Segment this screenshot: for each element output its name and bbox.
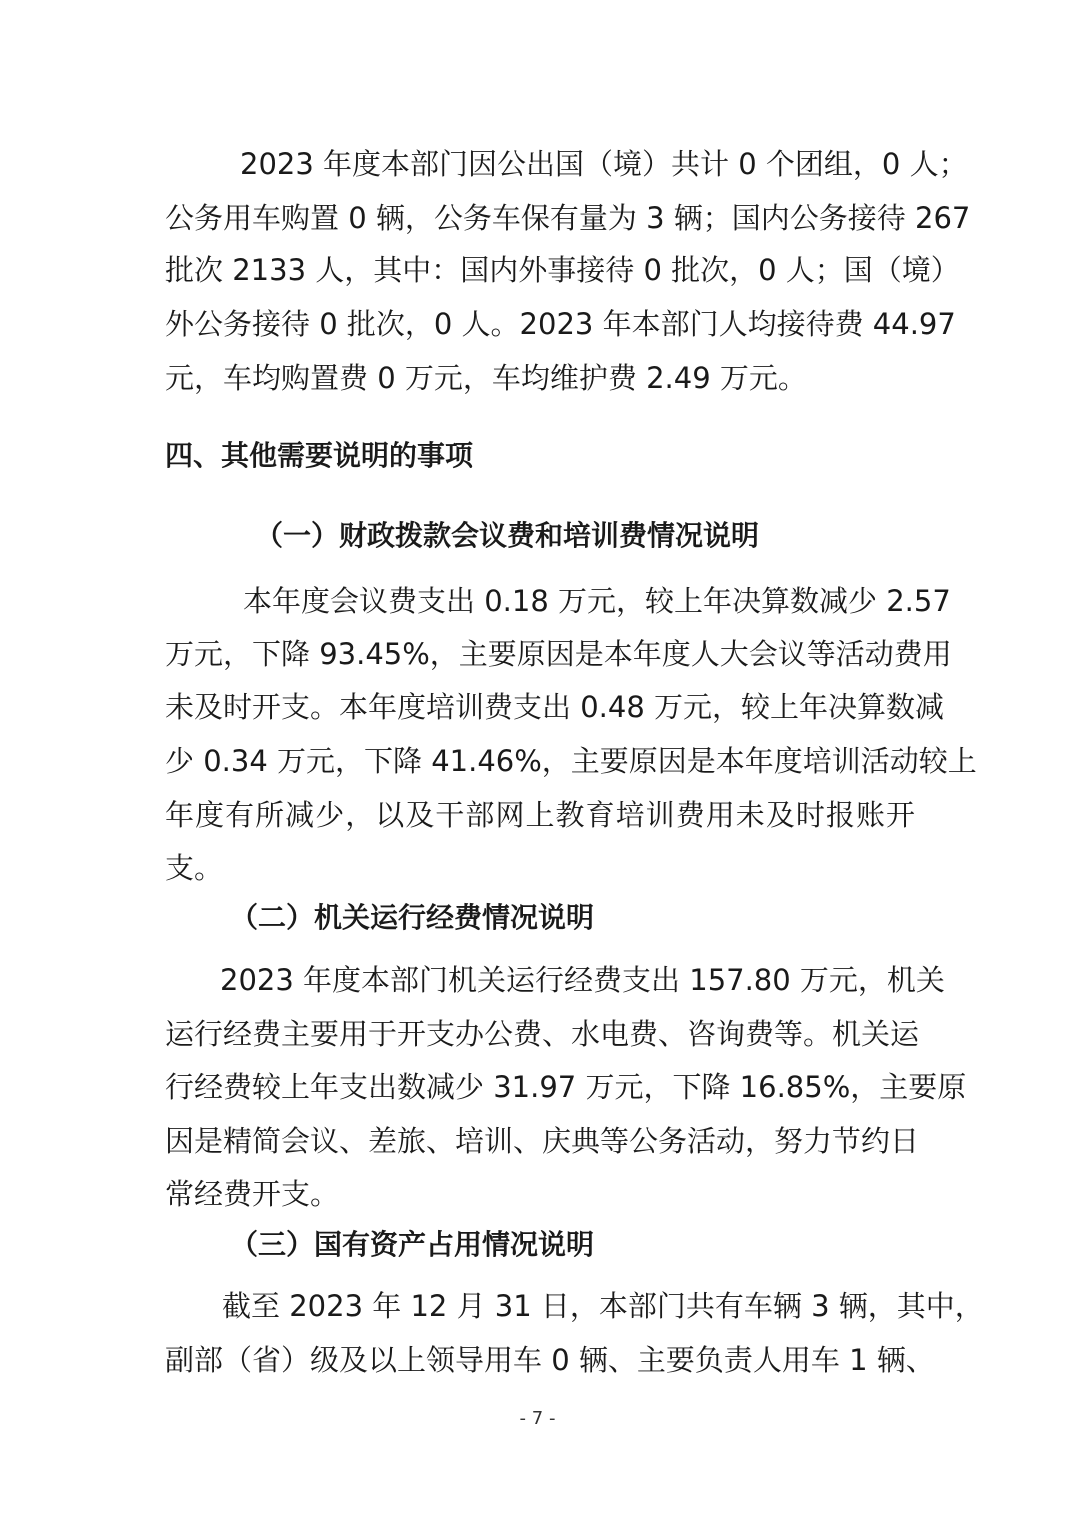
paragraph-4-line-1: 截至 2023 年 12 月 31 日，本部门共有车辆 3 辆，其中， <box>222 1289 984 1323</box>
paragraph-3-line-3: 行经费较上年支出数减少 31.97 万元，下降 16.85%，主要原 <box>165 1070 967 1104</box>
paragraph-3-line-2: 运行经费主要用于开支办公费、水电费、咨询费等。机关运 <box>165 1017 920 1051</box>
subsection-1-heading: （一）财政拨款会议费和培训费情况说明 <box>255 519 760 552</box>
paragraph-4-line-2: 副部（省）级及以上领导用车 0 辆、主要负责人用车 1 辆、 <box>165 1343 935 1377</box>
paragraph-1-line-3: 批次 2133 人，其中：国内外事接待 0 批次，0 人；国（境） <box>165 253 960 287</box>
paragraph-1-line-4: 外公务接待 0 批次，0 人。2023 年本部门人均接待费 44.97 <box>165 307 956 341</box>
section-4-heading: 四、其他需要说明的事项 <box>165 439 474 472</box>
paragraph-2-line-6: 支。 <box>165 851 224 885</box>
paragraph-3-line-1: 2023 年度本部门机关运行经费支出 157.80 万元，机关 <box>220 963 945 997</box>
paragraph-2-line-4: 少 0.34 万元，下降 41.46%，主要原因是本年度培训活动较上 <box>165 744 977 778</box>
paragraph-2-line-1: 本年度会议费支出 0.18 万元，较上年决算数减少 2.57 <box>243 584 951 618</box>
paragraph-1-line-5: 元，车均购置费 0 万元，车均维护费 2.49 万元。 <box>165 361 807 395</box>
subsection-3-heading: （三）国有资产占用情况说明 <box>230 1228 595 1261</box>
paragraph-1-line-2: 公务用车购置 0 辆，公务车保有量为 3 辆；国内公务接待 267 <box>165 201 971 235</box>
page-number: - 7 - <box>519 1408 556 1429</box>
paragraph-1-line-1: 2023 年度本部门因公出国（境）共计 0 个团组，0 人； <box>240 147 968 181</box>
paragraph-3-line-5: 常经费开支。 <box>165 1177 340 1211</box>
paragraph-2-line-3: 未及时开支。本年度培训费支出 0.48 万元，较上年决算数减 <box>165 690 945 724</box>
subsection-2-heading: （二）机关运行经费情况说明 <box>230 901 595 934</box>
paragraph-2-line-5: 年度有所减少，以及干部网上教育培训费用未及时报账开 <box>165 798 915 832</box>
paragraph-2-line-2: 万元，下降 93.45%，主要原因是本年度人大会议等活动费用 <box>165 637 952 671</box>
paragraph-3-line-4: 因是精简会议、差旅、培训、庆典等公务活动，努力节约日 <box>165 1124 920 1158</box>
